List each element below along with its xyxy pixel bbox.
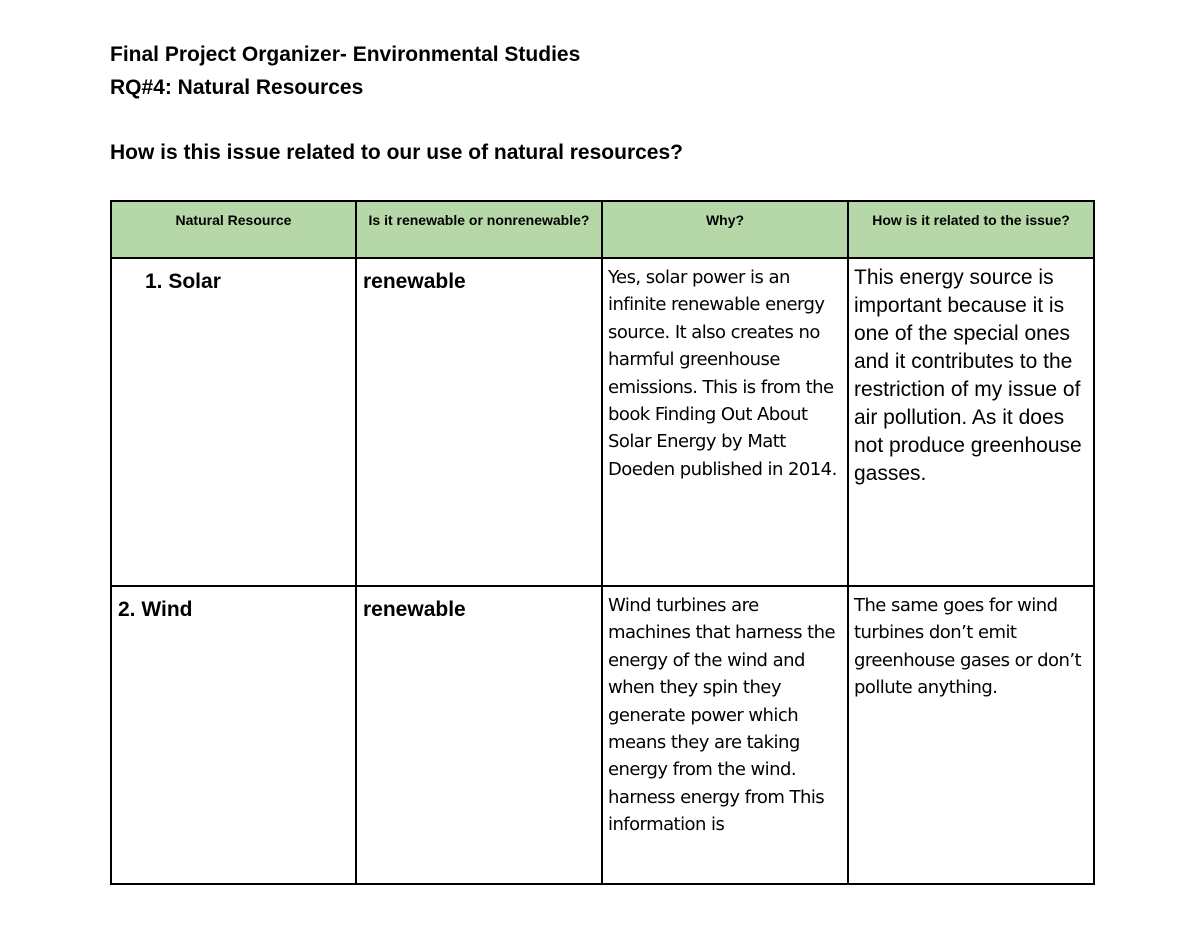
renewable-cell: renewable <box>356 586 602 884</box>
table-row <box>111 586 1094 884</box>
renewable-cell: renewable <box>356 258 602 586</box>
why-cell: Yes, solar power is an infinite renewable energy source. It also creates no harmful greenhouse emissions. This is from the book Finding Out About Solar Energy by Matt Doeden published in 2014. <box>602 258 848 586</box>
table-header-row <box>111 201 1094 258</box>
document-title: Final Project Organizer- Environmental Studies <box>110 43 581 66</box>
header-relation: How is it related to the issue? <box>848 201 1094 258</box>
relation-cell: This energy source is important because it is one of the special ones and it contributes to the restriction of my issue of air pollution. As it does not produce greenhouse gasses. <box>848 258 1094 586</box>
header-natural-resource: Natural Resource <box>111 201 356 258</box>
why-cell: Wind turbines are machines that harness the energy of the wind and when they spin they generate power which means they are taking energy from the wind. harness energy from This information is <box>602 586 848 884</box>
relation-cell: The same goes for wind turbines don’t emit greenhouse gases or don’t pollute anything. <box>848 586 1094 884</box>
guiding-question: How is this issue related to our use of natural resources? <box>110 141 683 164</box>
document-subtitle: RQ#4: Natural Resources <box>110 76 364 99</box>
resource-cell: 2. Wind <box>111 586 356 884</box>
resource-cell: 1. Solar <box>111 258 356 586</box>
header-renewable: Is it renewable or nonrenewable? <box>356 201 602 258</box>
organizer-table <box>110 200 1095 885</box>
header-why: Why? <box>602 201 848 258</box>
table-row <box>111 258 1094 586</box>
